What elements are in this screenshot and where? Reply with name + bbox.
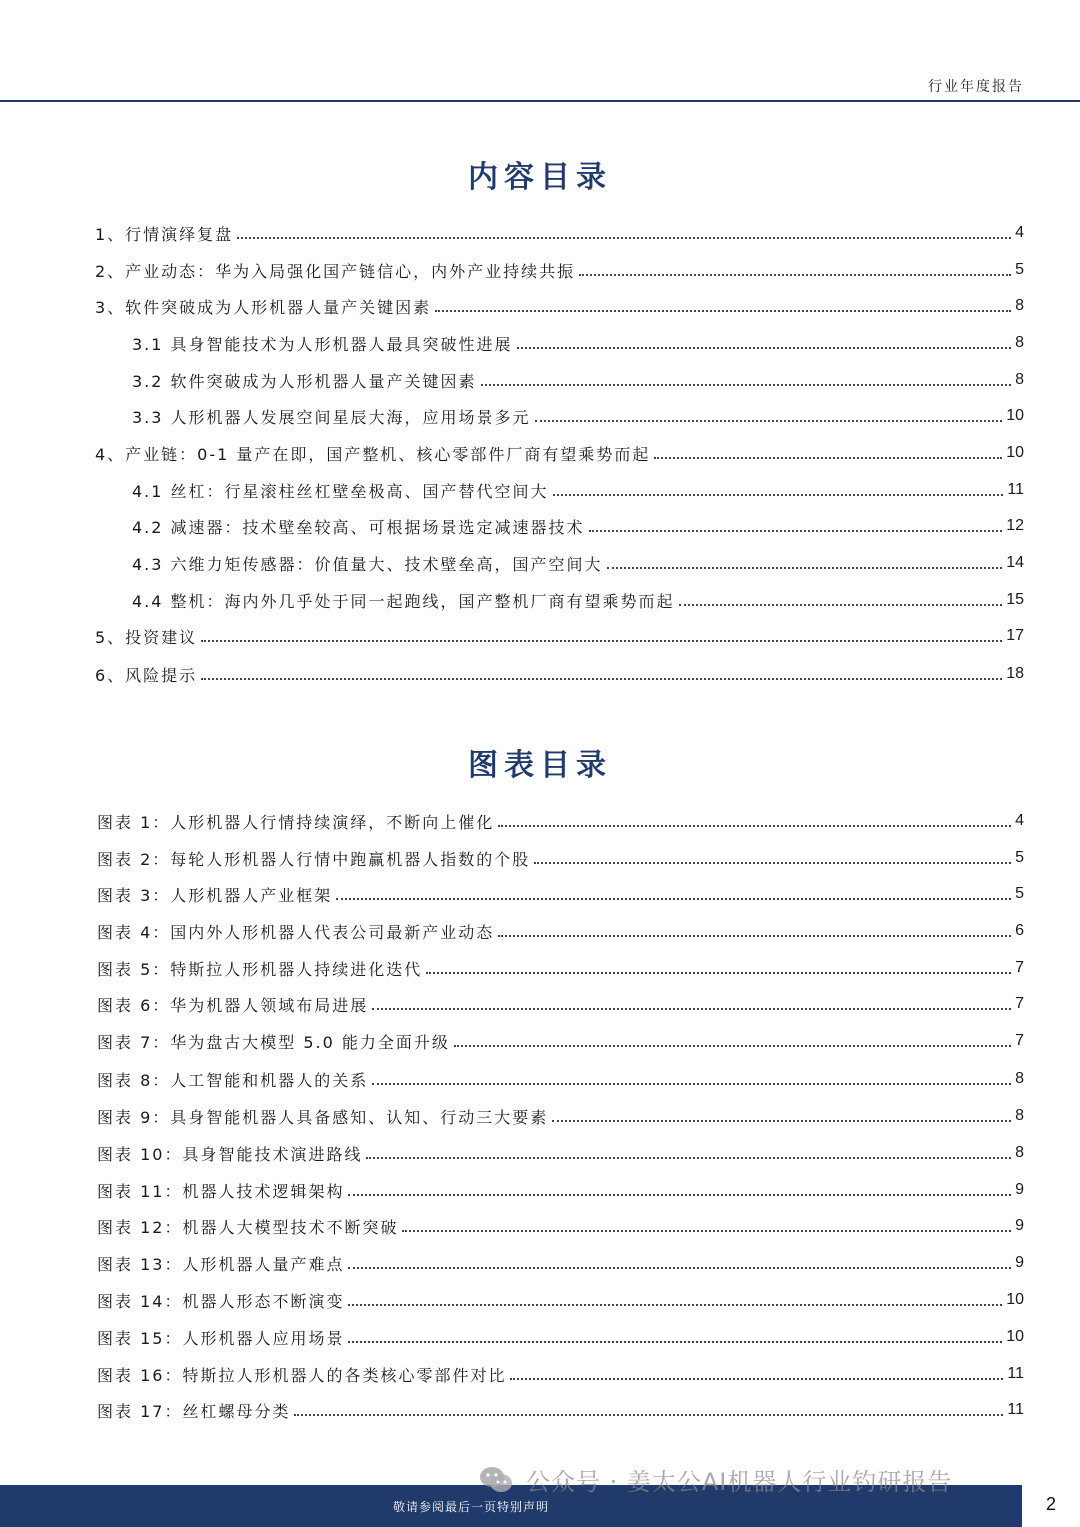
toc-entry[interactable] xyxy=(95,294,1024,318)
figure-entry-label: 图表 15：人形机器人应用场景 xyxy=(97,1328,345,1348)
dot-leader xyxy=(348,1303,1002,1306)
dot-leader xyxy=(517,346,1012,349)
figure-entry-page: 5 xyxy=(1015,849,1024,866)
figure-entry-page: 11 xyxy=(1007,1401,1024,1418)
toc-entry-page: 10 xyxy=(1006,407,1024,424)
toc-entry-page: 11 xyxy=(1007,481,1024,498)
dot-leader xyxy=(201,639,1002,642)
dot-leader xyxy=(510,1377,1003,1380)
dot-leader xyxy=(579,273,1011,276)
toc-entry-label: 4.1 丝杠：行星滚柱丝杠壁垒极高、国产替代空间大 xyxy=(132,481,549,501)
figure-entry-page: 8 xyxy=(1015,1107,1024,1124)
page-number: 2 xyxy=(1045,1494,1056,1514)
toc-entry-page: 8 xyxy=(1015,334,1024,351)
figure-entry-label: 图表 7：华为盘古大模型 5.0 能力全面升级 xyxy=(97,1032,450,1052)
figure-entry[interactable] xyxy=(97,882,1024,906)
figure-entry-label: 图表 4：国内外人形机器人代表公司最新产业动态 xyxy=(97,922,495,942)
dot-leader xyxy=(654,456,1002,459)
toc-entry-label: 3.2 软件突破成为人形机器人量产关键因素 xyxy=(132,371,477,391)
dot-leader xyxy=(553,493,1004,496)
dot-leader xyxy=(535,419,1003,422)
toc-entry[interactable] xyxy=(95,662,1024,686)
figure-entry-page: 6 xyxy=(1015,922,1024,939)
figure-entry-page: 7 xyxy=(1015,995,1024,1012)
figure-entry-page: 9 xyxy=(1015,1217,1024,1234)
toc-entry[interactable] xyxy=(132,478,1024,502)
figure-entry[interactable] xyxy=(97,1288,1024,1312)
figure-entry-page: 7 xyxy=(1015,959,1024,976)
toc-entry[interactable] xyxy=(132,368,1024,392)
toc-entry[interactable] xyxy=(95,441,1024,465)
figure-entry[interactable] xyxy=(97,1178,1024,1202)
figure-entry-label: 图表 5：特斯拉人形机器人持续进化迭代 xyxy=(97,959,423,979)
dot-leader xyxy=(498,824,1011,827)
toc-entry-page: 18 xyxy=(1006,665,1024,682)
report-type-label: 行业年度报告 xyxy=(928,79,1024,95)
dot-leader xyxy=(454,1044,1011,1047)
toc-entry-page: 5 xyxy=(1015,261,1024,278)
figure-entry[interactable] xyxy=(97,956,1024,980)
figure-entry[interactable] xyxy=(97,1067,1024,1091)
toc-entry-page: 10 xyxy=(1006,444,1024,461)
figure-entry-label: 图表 13：人形机器人量产难点 xyxy=(97,1254,345,1274)
figure-entry[interactable] xyxy=(97,1251,1024,1275)
figure-entry-page: 7 xyxy=(1015,1032,1024,1049)
toc-entry-page: 4 xyxy=(1015,224,1024,241)
toc-entry-label: 4、产业链：0-1 量产在即，国产整机、核心零部件厂商有望乘势而起 xyxy=(95,444,651,464)
figure-entry-label: 图表 1：人形机器人行情持续演绎，不断向上催化 xyxy=(97,812,495,832)
toc-entry[interactable] xyxy=(132,331,1024,355)
toc-entry-label: 6、风险提示 xyxy=(95,665,198,685)
figure-entry[interactable] xyxy=(97,1362,1024,1386)
figure-entry-label: 图表 16：特斯拉人形机器人的各类核心零部件对比 xyxy=(97,1365,507,1385)
dot-leader xyxy=(426,971,1011,974)
toc-title: 内容目录 xyxy=(468,160,612,195)
figure-entry-label: 图表 10：具身智能技术演进路线 xyxy=(97,1144,363,1164)
toc-entry-label: 4.4 整机：海内外几乎处于同一起跑线，国产整机厂商有望乘势而起 xyxy=(132,591,675,611)
toc-entry-page: 8 xyxy=(1015,297,1024,314)
figure-entry-label: 图表 2：每轮人形机器人行情中跑赢机器人指数的个股 xyxy=(97,849,531,869)
toc-entry[interactable] xyxy=(95,258,1024,282)
toc-entry[interactable] xyxy=(132,551,1024,575)
figure-entry-page: 10 xyxy=(1006,1328,1024,1345)
dot-leader xyxy=(534,861,1011,864)
figure-entry-label: 图表 11：机器人技术逻辑架构 xyxy=(97,1181,345,1201)
dot-leader xyxy=(348,1340,1002,1343)
toc-entry-label: 4.3 六维力矩传感器：价值量大、技术壁垒高，国产空间大 xyxy=(132,554,603,574)
figure-entry[interactable] xyxy=(97,1141,1024,1165)
figure-entry-label: 图表 14：机器人形态不断演变 xyxy=(97,1291,345,1311)
toc-entry-page: 17 xyxy=(1006,627,1024,644)
figure-entry-page: 8 xyxy=(1015,1070,1024,1087)
dot-leader xyxy=(201,677,1002,680)
toc-entry[interactable] xyxy=(132,404,1024,428)
figure-entry[interactable] xyxy=(97,809,1024,833)
dot-leader xyxy=(481,383,1012,386)
figure-entry-label: 图表 3：人形机器人产业框架 xyxy=(97,885,333,905)
toc-entry-page: 14 xyxy=(1006,554,1024,571)
dot-leader xyxy=(498,934,1011,937)
figure-entry-label: 图表 8：人工智能和机器人的关系 xyxy=(97,1070,369,1090)
toc-entry[interactable] xyxy=(95,624,1024,648)
dot-leader xyxy=(237,236,1011,239)
toc-entry[interactable] xyxy=(95,221,1024,245)
dot-leader xyxy=(607,566,1003,569)
toc-entry-page: 12 xyxy=(1006,517,1024,534)
figure-entry[interactable] xyxy=(97,919,1024,943)
dot-leader xyxy=(294,1413,1003,1416)
toc-entry[interactable] xyxy=(132,514,1024,538)
figure-entry[interactable] xyxy=(97,992,1024,1016)
toc-entry-label: 1、行情演绎复盘 xyxy=(95,224,234,244)
wechat-icon xyxy=(478,1465,514,1495)
dot-leader xyxy=(679,603,1003,606)
figure-entry-page: 8 xyxy=(1015,1144,1024,1161)
figure-entry-page: 10 xyxy=(1006,1291,1024,1308)
dot-leader xyxy=(336,897,1011,900)
dot-leader xyxy=(589,529,1003,532)
dot-leader xyxy=(366,1156,1011,1159)
toc-entry-page: 15 xyxy=(1006,591,1024,608)
dot-leader xyxy=(552,1119,1011,1122)
watermark-text: 公众号 · 姜太公AI机器人行业钓研报告 xyxy=(526,1468,953,1496)
figure-entry[interactable] xyxy=(97,1214,1024,1238)
watermark xyxy=(478,1462,952,1497)
toc-entry-label: 3、软件突破成为人形机器人量产关键因素 xyxy=(95,297,432,317)
dot-leader xyxy=(348,1266,1011,1269)
figure-entry-page: 5 xyxy=(1015,885,1024,902)
toc-entry-page: 8 xyxy=(1015,371,1024,388)
figures-title: 图表目录 xyxy=(468,748,612,783)
toc-entry-label: 2、产业动态：华为入局强化国产链信心，内外产业持续共振 xyxy=(95,261,576,281)
figure-entry-page: 11 xyxy=(1007,1365,1024,1382)
figure-entry[interactable] xyxy=(97,1029,1024,1053)
dot-leader xyxy=(348,1193,1011,1196)
figure-entry-page: 9 xyxy=(1015,1254,1024,1271)
figure-entry[interactable] xyxy=(97,1325,1024,1349)
dot-leader xyxy=(372,1007,1011,1010)
toc-entry-label: 3.1 具身智能技术为人形机器人最具突破性进展 xyxy=(132,334,513,354)
figure-entry-label: 图表 9：具身智能机器人具备感知、认知、行动三大要素 xyxy=(97,1107,549,1127)
figure-entry-page: 4 xyxy=(1015,812,1024,829)
figure-entry[interactable] xyxy=(97,1104,1024,1128)
figure-entry[interactable] xyxy=(97,1398,1024,1422)
toc-entry-label: 3.3 人形机器人发展空间星辰大海，应用场景多元 xyxy=(132,407,531,427)
toc-entry-label: 5、投资建议 xyxy=(95,627,198,647)
dot-leader xyxy=(402,1229,1011,1232)
footer-disclaimer: 敬请参阅最后一页特别声明 xyxy=(392,1499,549,1514)
figure-entry-label: 图表 12：机器人大模型技术不断突破 xyxy=(97,1217,399,1237)
header-divider xyxy=(0,100,1080,102)
toc-entry-label: 4.2 减速器：技术壁垒较高、可根据场景选定减速器技术 xyxy=(132,517,585,537)
figure-entry-label: 图表 6：华为机器人领域布局进展 xyxy=(97,995,369,1015)
toc-entry[interactable] xyxy=(132,588,1024,612)
dot-leader xyxy=(372,1082,1011,1085)
dot-leader xyxy=(435,309,1011,312)
figure-entry-page: 9 xyxy=(1015,1181,1024,1198)
figure-entry-label: 图表 17：丝杠螺母分类 xyxy=(97,1401,291,1421)
figure-entry[interactable] xyxy=(97,846,1024,870)
